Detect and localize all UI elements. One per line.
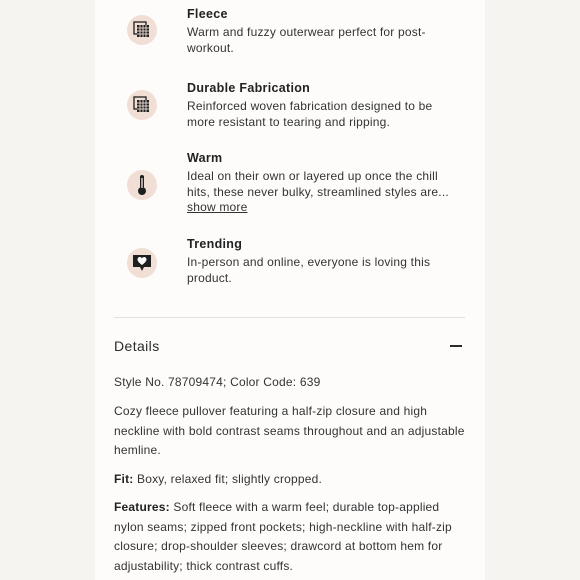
- feature-description-text: Ideal on their own or layered up once the chill hits, these never bulky, streamlined styles are...: [187, 169, 449, 199]
- feature-title: Trending: [187, 237, 243, 251]
- product-description: Cozy fleece pullover featuring a half-zip closure and high neckline with bold contrast seams throughout and an adjustable hemline.: [114, 404, 465, 457]
- feature-description: Warm and fuzzy outerwear perfect for post-workout.: [187, 25, 426, 55]
- features-label: Features:: [114, 500, 170, 514]
- details-title: Details: [114, 338, 160, 354]
- woven-fabric-icon: [127, 90, 157, 120]
- details-accordion-header[interactable]: [114, 333, 465, 359]
- details-content: [114, 374, 469, 576]
- features-info: [114, 498, 469, 576]
- feature-description: In-person and online, everyone is loving this product.: [187, 255, 431, 285]
- features-text: Soft fleece with a warm feel; durable top-applied nylon seams; zipped front pockets; high-neckline with half-zip closure; drop-shoulder sleeves; drawcord at bottom hem for adjustability; thick contrast cuffs.: [114, 500, 452, 573]
- section-divider: [114, 317, 465, 318]
- product-detail-panel: [95, 0, 485, 580]
- fit-text: Boxy, relaxed fit; slightly cropped.: [133, 471, 323, 486]
- show-more-link[interactable]: show more: [187, 200, 248, 214]
- feature-description: [187, 169, 462, 216]
- fit-label: Fit:: [114, 471, 134, 486]
- collapse-minus-icon[interactable]: [450, 345, 462, 347]
- feature-title: Durable Fabrication: [187, 81, 311, 95]
- feature-description: Reinforced woven fabrication designed to be more resistant to tearing and ripping.: [187, 99, 433, 129]
- feature-title: Fleece: [187, 7, 228, 21]
- style-number: Style No. 78709474; Color Code: 639: [114, 375, 321, 389]
- heart-chat-icon: [127, 248, 157, 278]
- feature-title: Warm: [187, 151, 223, 165]
- thermometer-icon: [127, 170, 157, 200]
- fit-info: [114, 470, 469, 490]
- fleece-fabric-icon: [127, 15, 157, 45]
